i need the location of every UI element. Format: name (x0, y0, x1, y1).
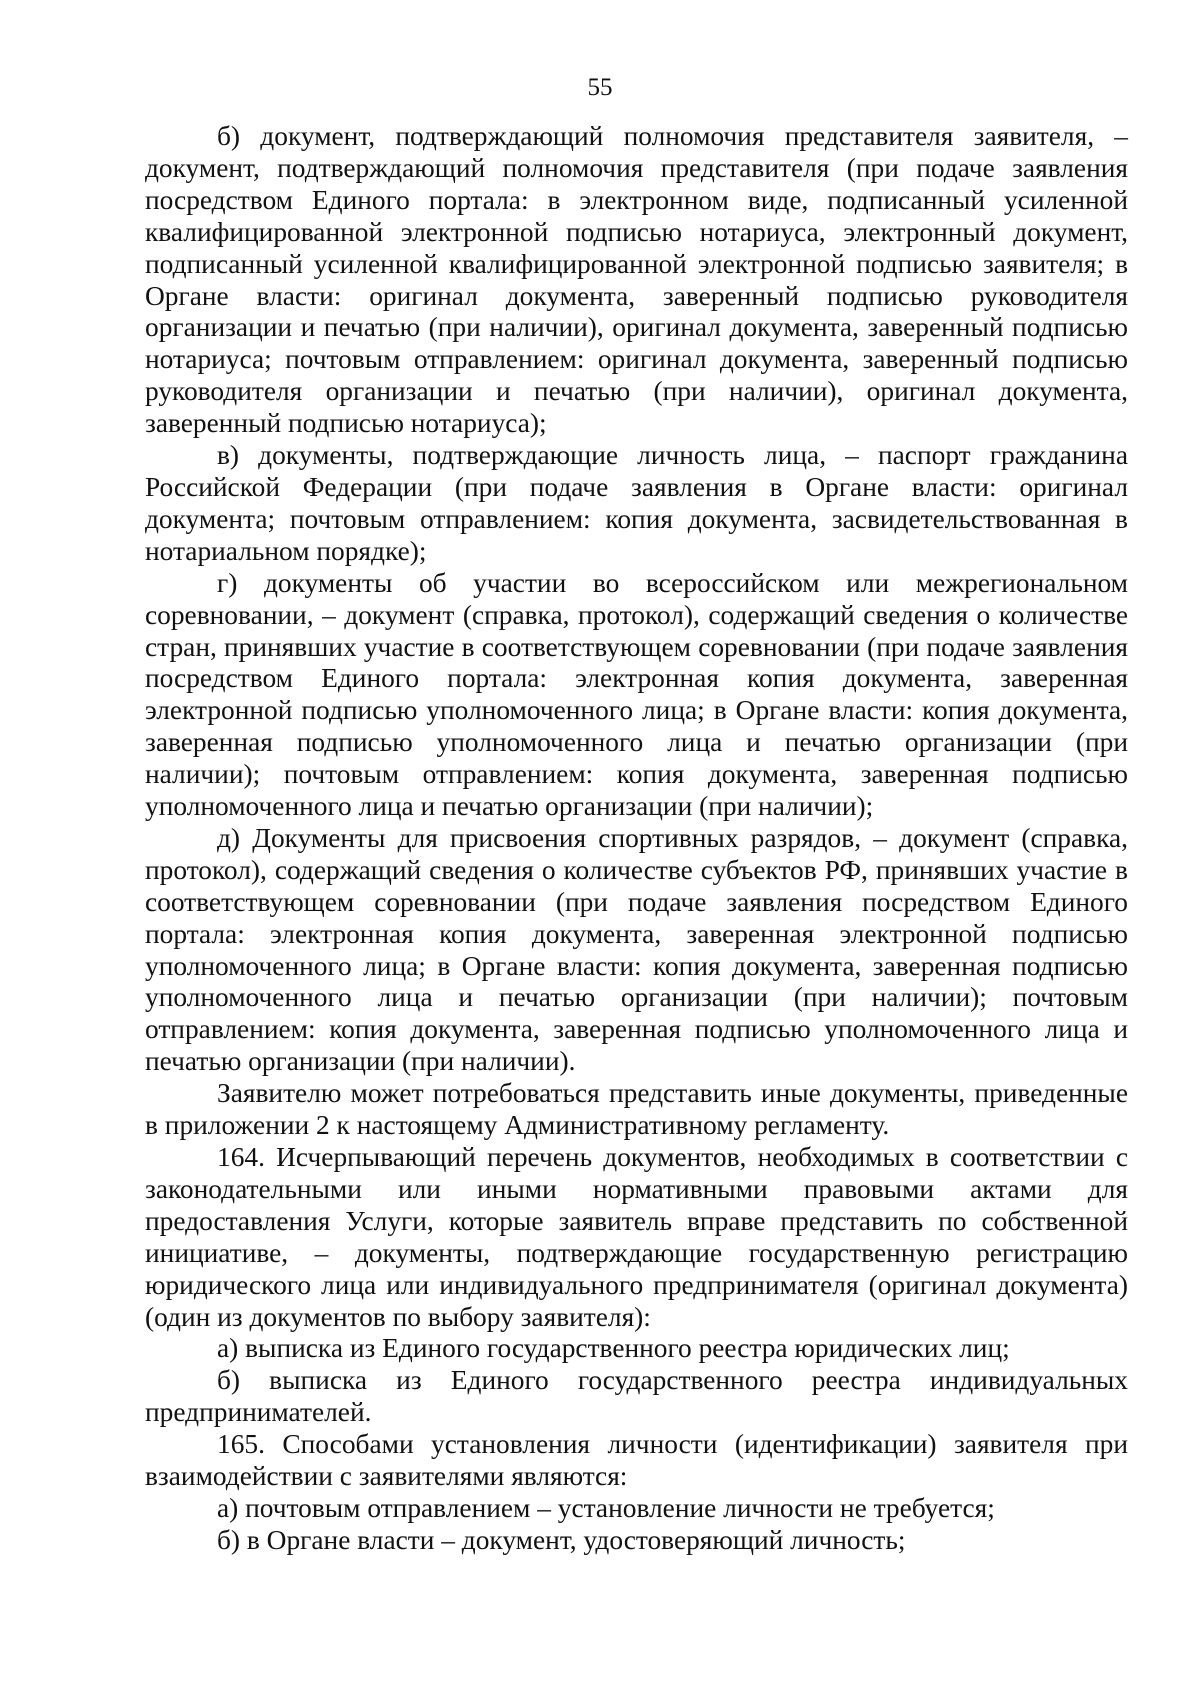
paragraph-g-competition-documents: г) документы об участии во всероссийском или межрегиональном соревновании, – документ (справка, протокол), содержащий сведения о количестве стран, принявших участие в соответствующем соревновании (при подаче заявления посредством Единого портала: электронная копия документа, заверенная электронной подписью уполномоченного лица; в Органе власти: копия документа, заверенная подписью уполномоченного лица и печатью организации (при наличии); почтовым отправлением: копия документа, заверенная подписью уполномоченного лица и печатью организации (при наличии); (145, 567, 1128, 822)
paragraph-other-documents: Заявителю может потребоваться представить иные документы, приведенные в приложении 2 к настоящему Административному регламенту. (145, 1078, 1128, 1141)
paragraph-b-entrepreneurs-extract: б) выписка из Единого государственного реестра индивидуальных предпринимателей. (145, 1365, 1128, 1428)
paragraph-164-document-list: 164. Исчерпывающий перечень документов, необходимых в соответствии с законодательными или иными нормативными правовыми актами для предоставления Услуги, которые заявитель вправе представить по собственной инициативе, – документы, подтверждающие государственную регистрацию юридического лица или индивидуального предпринимателя (оригинал документа) (один из документов по выбору заявителя): (145, 1142, 1128, 1332)
paragraph-v-identity-documents: в) документы, подтверждающие личность лица, – паспорт гражданина Российской Федерации (при подаче заявления в Органе власти: оригинал документа; почтовым отправлением: копия документа, засвидетельствованная в нотариальном порядке); (145, 440, 1128, 566)
paragraph-b-authority-identification: б) в Органе власти – документ, удостоверяющий личность; (217, 1524, 906, 1555)
paragraph-d-sports-rank-documents: д) Документы для присвоения спортивных разрядов, – документ (справка, протокол), содержащий сведения о количестве субъектов РФ, принявших участие в соответствующем соревновании (при подаче заявления посредством Единого портала: электронная копия документа, заверенная электронной подписью уполномоченного лица; в Органе власти: копия документа, заверенная подписью уполномоченного лица и печатью организации (при наличии); почтовым отправлением: копия документа, заверенная подписью уполномоченного лица и печатью организации (при наличии). (145, 822, 1128, 1077)
paragraph-b-representative-authority: б) документ, подтверждающий полномочия представителя заявителя, – документ, подтверждающий полномочия представителя (при подаче заявления посредством Единого портала: в электронном виде, подписанный усиленной квалифицированной электронной подписью нотариуса, электронный документ, подписанный усиленной квалифицированной электронной подписью заявителя; в Органе власти: оригинал документа, заверенный подписью руководителя организации и печатью (при наличии), оригинал документа, заверенный подписью нотариуса; почтовым отправлением: оригинал документа, заверенный подписью руководителя организации и печатью (при наличии), оригинал документа, заверенный подписью нотариуса); (145, 121, 1128, 439)
paragraph-a-legal-entities-extract: а) выписка из Единого государственного реестра юридических лиц; (217, 1333, 1010, 1364)
document-body (145, 121, 1128, 1557)
page-number: 55 (587, 74, 613, 101)
paragraph-165-identification-methods: 165. Способами установления личности (идентификации) заявителя при взаимодействии с заявителями являются: (145, 1429, 1128, 1492)
paragraph-a-postal-identification: а) почтовым отправлением – установление личности не требуется; (217, 1492, 995, 1523)
